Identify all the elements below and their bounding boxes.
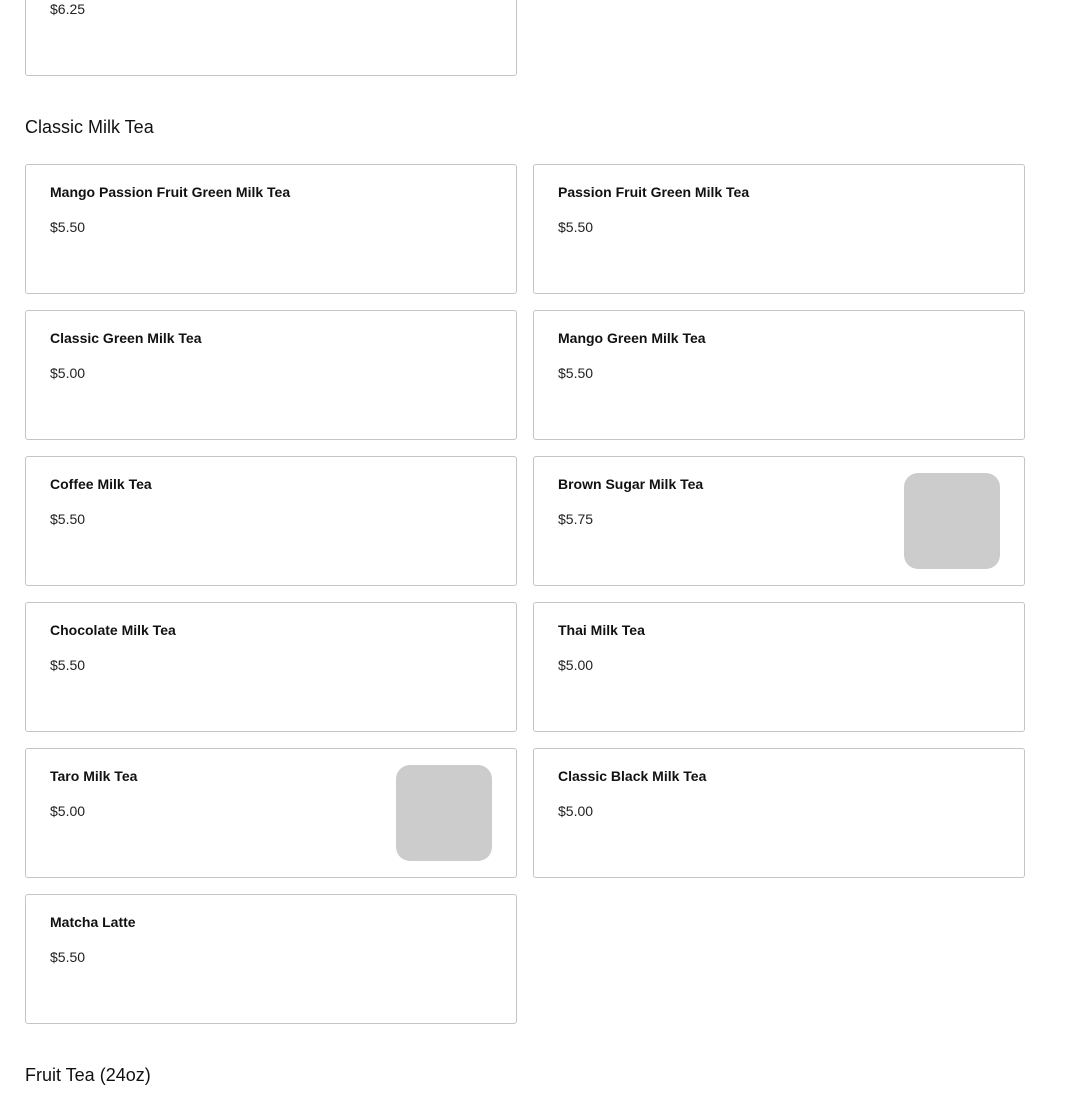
section-title-classic-milk-tea: Classic Milk Tea	[25, 117, 154, 137]
item-name: Classic Black Milk Tea	[558, 768, 707, 784]
item-price: $5.50	[50, 511, 86, 527]
item-price: $6.25	[50, 1, 86, 17]
menu-item-card[interactable]	[25, 456, 517, 586]
menu-item-card[interactable]	[25, 748, 517, 878]
item-image-placeholder	[396, 765, 492, 861]
menu-item-card[interactable]	[533, 310, 1025, 440]
item-price: $5.00	[558, 657, 594, 673]
menu-item-card[interactable]	[25, 0, 517, 76]
item-price: $5.50	[558, 219, 594, 235]
item-price: $5.00	[50, 365, 86, 381]
item-name: Chocolate Milk Tea	[50, 622, 176, 638]
item-price: $5.00	[50, 803, 86, 819]
item-price: $5.50	[50, 949, 86, 965]
item-price: $5.00	[558, 803, 594, 819]
item-name: Taro Milk Tea	[50, 768, 138, 784]
item-name: Coffee Milk Tea	[50, 476, 152, 492]
item-price: $5.75	[558, 511, 594, 527]
item-name: Passion Fruit Green Milk Tea	[558, 184, 750, 200]
menu-item-card[interactable]	[25, 164, 517, 294]
item-price: $5.50	[50, 219, 86, 235]
item-price: $5.50	[558, 365, 594, 381]
item-image-placeholder	[904, 473, 1000, 569]
item-name: Thai Milk Tea	[558, 622, 645, 638]
item-price: $5.50	[50, 657, 86, 673]
section-title-fruit-tea: Fruit Tea (24oz)	[25, 1065, 151, 1085]
item-name: Mango Green Milk Tea	[558, 330, 706, 346]
item-name: Classic Green Milk Tea	[50, 330, 202, 346]
menu-item-card[interactable]	[25, 602, 517, 732]
item-name: Mango Passion Fruit Green Milk Tea	[50, 184, 291, 200]
menu-item-card[interactable]	[533, 164, 1025, 294]
item-name: Matcha Latte	[50, 914, 136, 930]
menu-item-card[interactable]	[533, 748, 1025, 878]
menu-item-card[interactable]	[533, 602, 1025, 732]
menu-item-card[interactable]	[533, 456, 1025, 586]
item-name: Brown Sugar Milk Tea	[558, 476, 704, 492]
menu-item-card[interactable]	[25, 310, 517, 440]
menu-item-card[interactable]	[25, 894, 517, 1024]
